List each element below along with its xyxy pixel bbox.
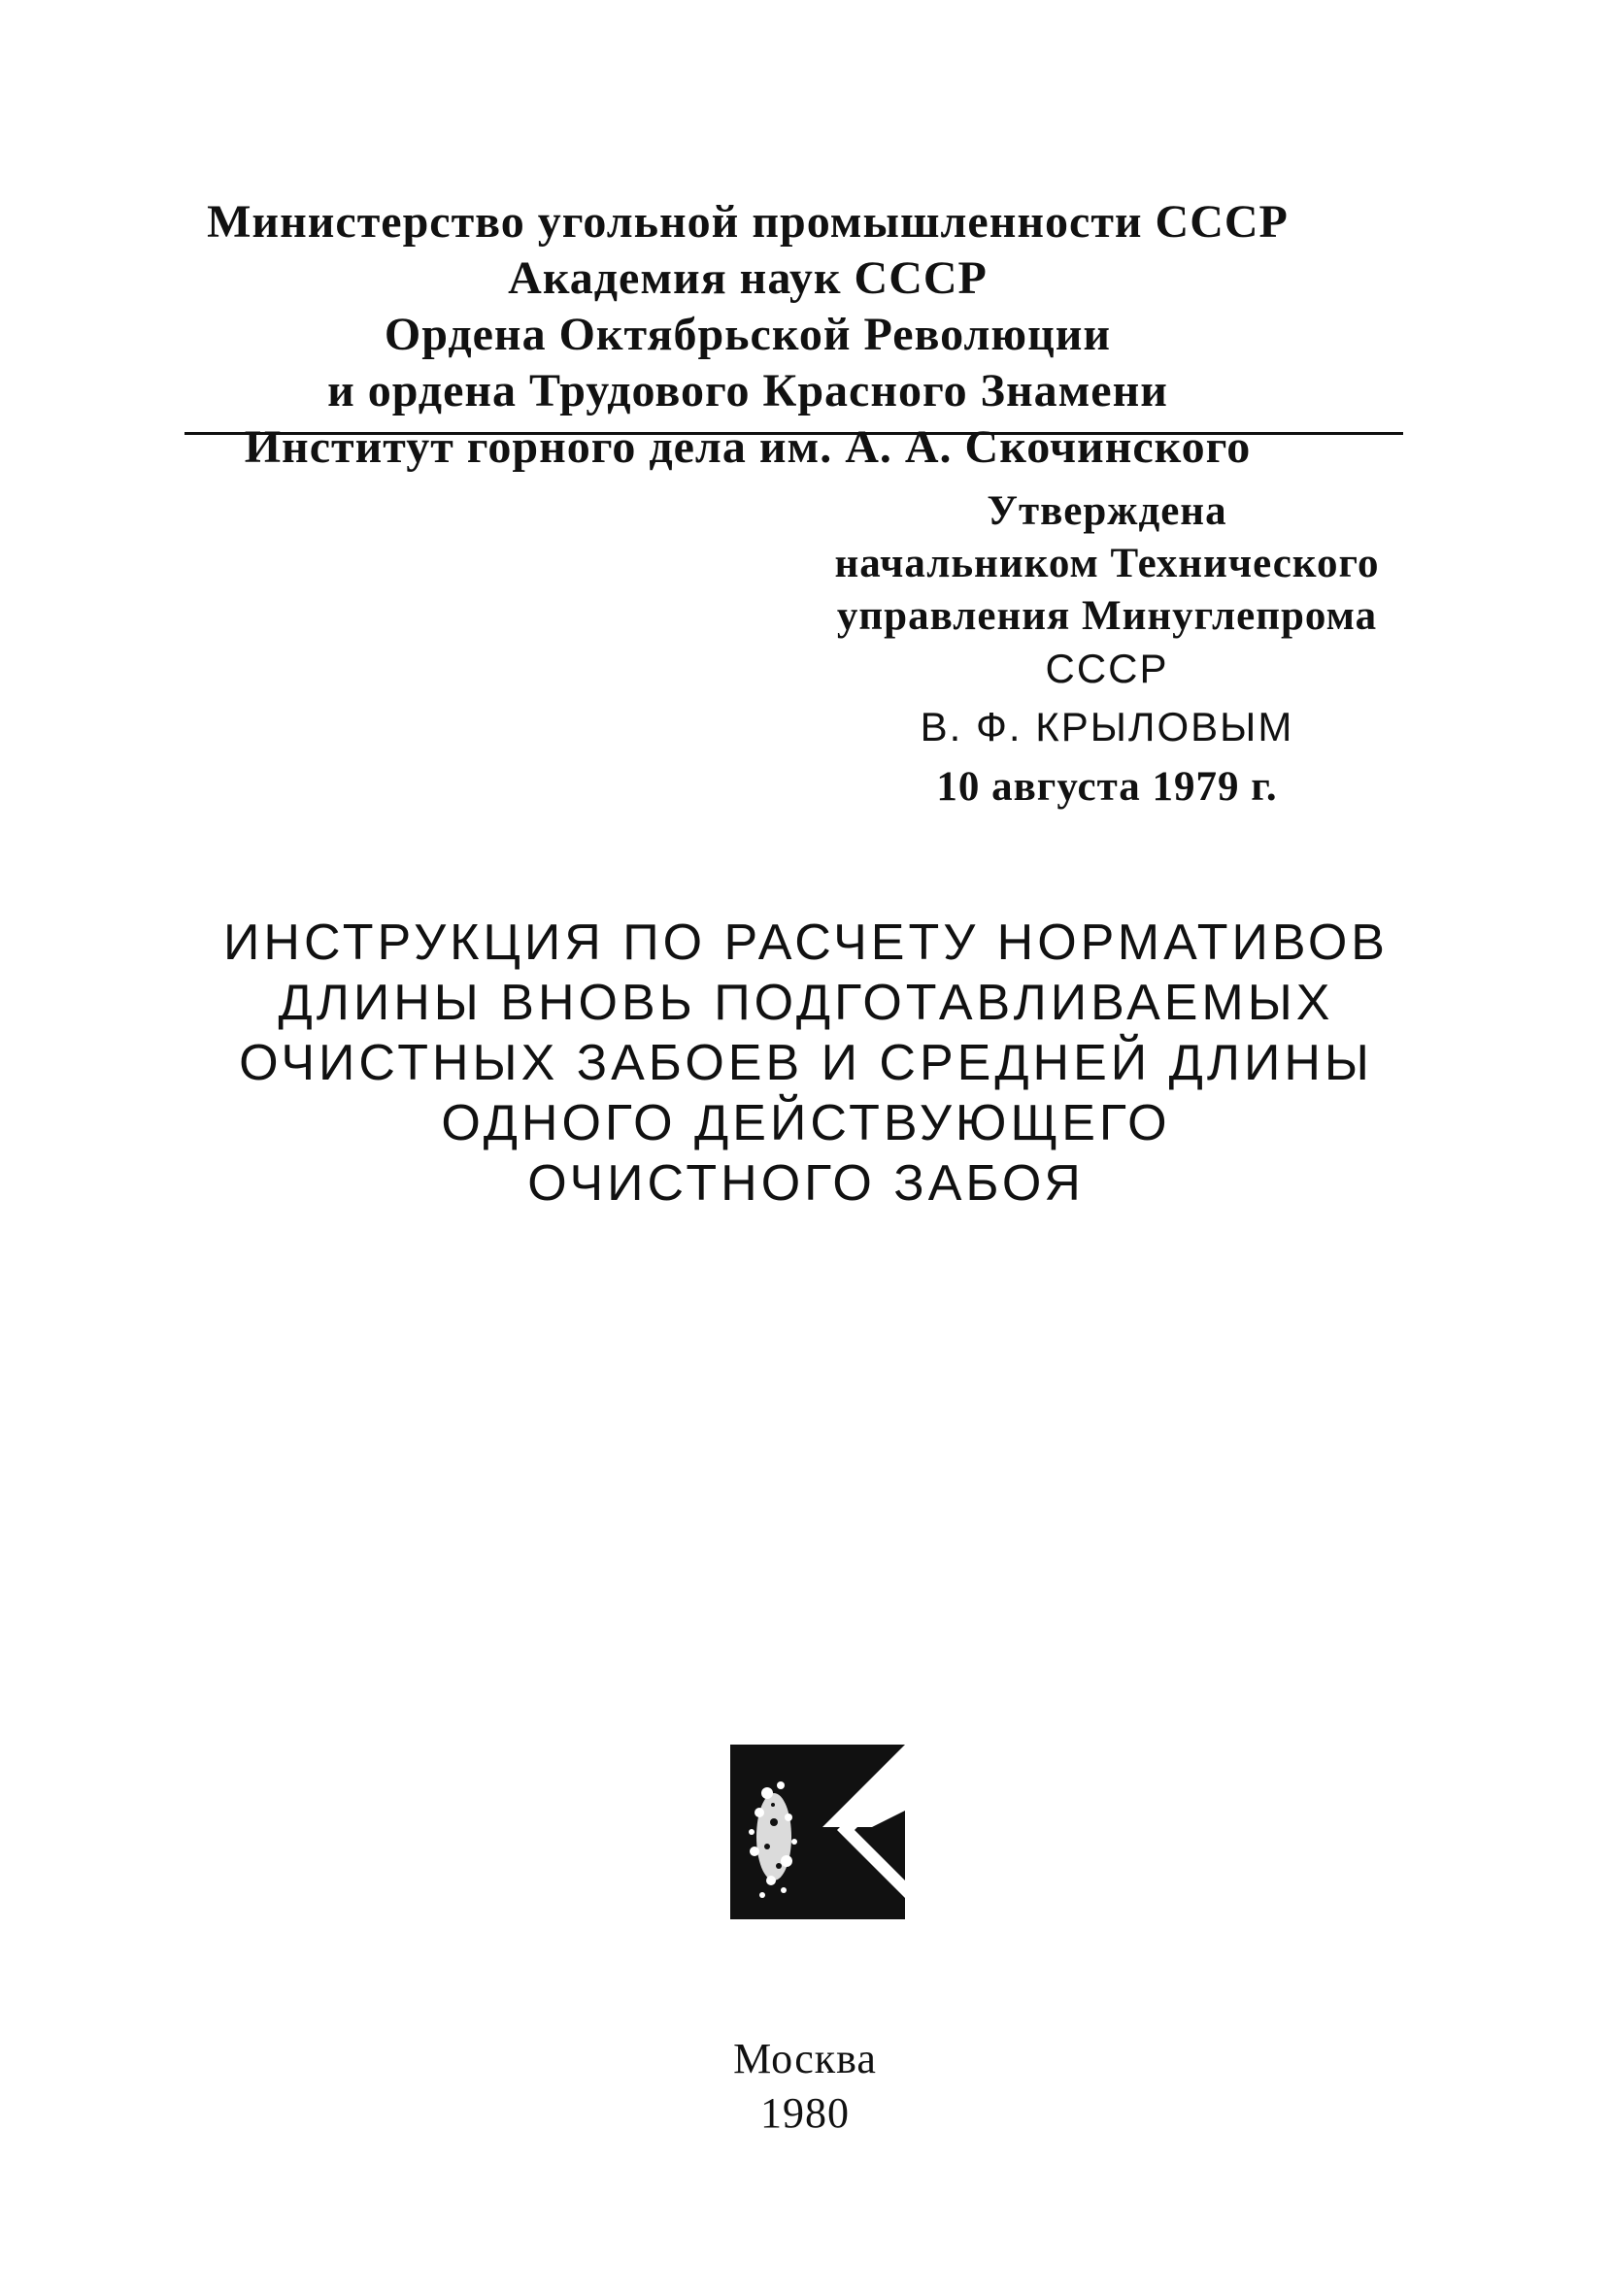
- approval-line-4: СССР: [1045, 646, 1169, 691]
- imprint-year: 1980: [760, 2089, 850, 2137]
- approval-line-1: Утверждена: [987, 488, 1227, 534]
- title-line-3: ОЧИСТНЫХ ЗАБОЕВ И СРЕДНЕЙ ДЛИНЫ: [239, 1035, 1373, 1091]
- title-line-5: ОЧИСТНОГО ЗАБОЯ: [527, 1155, 1085, 1212]
- approver-name: В. Ф. КРЫЛОВЫМ: [920, 704, 1294, 749]
- header-divider: [184, 432, 1403, 435]
- academy-line: Академия наук СССР: [508, 252, 988, 304]
- approval-line-3: управления Минуглепрома: [836, 593, 1378, 639]
- institute-line: Институт горного дела им. А. А. Скочинского: [244, 421, 1252, 473]
- publisher-logo-icon: [730, 1745, 905, 1919]
- order-line-1: Ордена Октябрьской Революции: [384, 309, 1112, 360]
- imprint-city: Москва: [733, 2035, 877, 2082]
- imprint: [659, 2032, 951, 2141]
- document-title: [146, 913, 1466, 1214]
- approval-date: 10 августа 1979 г.: [936, 764, 1278, 810]
- order-line-2: и ордена Трудового Красного Знамени: [327, 365, 1168, 416]
- title-line-2: ДЛИНЫ ВНОВЬ ПОДГОТАВЛИВАЕМЫХ: [278, 975, 1334, 1031]
- approval-line-2: начальником Технического: [834, 541, 1380, 586]
- title-line-1: ИНСТРУКЦИЯ ПО РАСЧЕТУ НОРМАТИВОВ: [223, 915, 1389, 971]
- ministry-line: Министерство угольной промышленности СССР: [207, 196, 1289, 248]
- approval-block: [816, 485, 1398, 814]
- title-line-4: ОДНОГО ДЕЙСТВУЮЩЕГО: [441, 1095, 1171, 1151]
